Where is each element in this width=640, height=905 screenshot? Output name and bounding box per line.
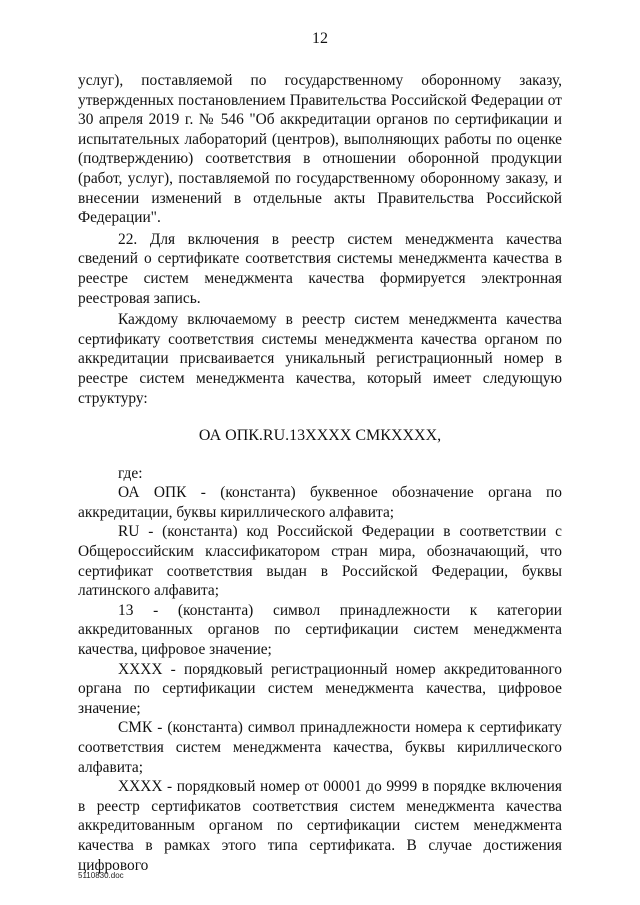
where-label: где:	[118, 464, 143, 482]
document-body	[78, 71, 562, 875]
paragraph-registration-number: Каждому включаемому в реестр систем менеджмента качества сертификату соответствия системы менеджмента качества органом по аккредитации присваивается уникальный регистрационный номер в реестре систем менеджмента качества, который имеет следующую структуру:	[78, 311, 562, 407]
definition-xxxx-organ: XXXX - порядковый регистрационный номер аккредитованного органа по сертификации систем менеджмента качества, цифровое значение;	[78, 660, 562, 717]
definition-13: 13 - (константа) символ принадлежности к категории аккредитованных органов по сертификации систем менеджмента качества, цифровое значение;	[78, 601, 562, 659]
paragraph-clause-22: 22. Для включения в реестр систем менеджмента качества сведений о сертификате соответствия системы менеджмента качества в реестре систем менеджмента качества формируется электронная реестровая запись.	[78, 230, 562, 307]
definition-xxxx-serial: XXXX - порядковый номер от 00001 до 9999 в порядке включения в реестр сертификатов соответствия систем менеджмента качества аккредитованным органом по сертификации систем менеджмента качества в рамках этого типа сертификата. В случае достижения цифрового	[78, 778, 562, 874]
footer-doc-code: 5110830.doc	[78, 871, 124, 880]
page-number: 12	[312, 30, 328, 47]
paragraph-continuation: услуг), поставляемой по государственному оборонному заказу, утвержденных постановлением Правительства Российской Федерации от 30 апреля 2019 г. № 546 "Об аккредитации органов по сертификации и испытательных лабораторий (центров), выполняющих работы по оценке (подтверждению) соответствия в отношении оборонной продукции (работ, услуг), поставляемой по государственному оборонному заказу, и внесении изменений в отдельные акты Правительства Российской Федерации".	[78, 72, 562, 227]
definition-oa-opk: ОА ОПК - (константа) буквенное обозначение органа по аккредитации, буквы кириллического алфавита;	[78, 484, 562, 521]
registration-number-format: ОА ОПК.RU.13XXXX СМКXXXX,	[198, 427, 442, 445]
definition-smk: СМК - (константа) символ принадлежности номера к сертификату соответствия систем менеджмента качества, буквы кириллического алфавита;	[78, 719, 562, 776]
definition-ru: RU - (константа) код Российской Федерации в соответствии с Общероссийским классификатором стран мира, обозначающий, что сертификат соответствия выдан в Российской Федерации, буквы латинского алфавита;	[78, 523, 562, 600]
